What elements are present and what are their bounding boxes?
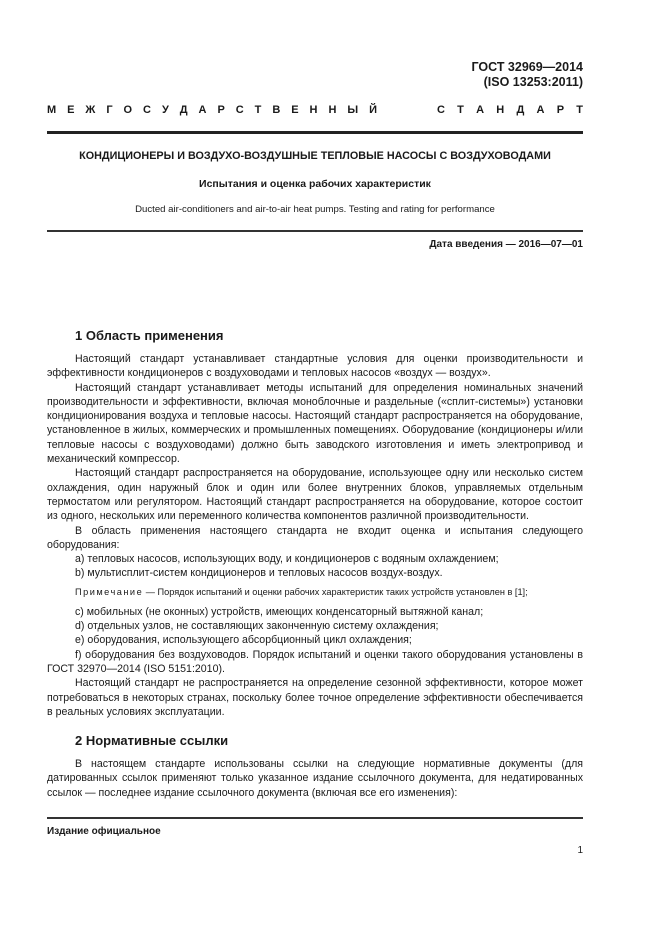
banner-letter: А — [198, 104, 207, 116]
banner-letter: В — [272, 104, 281, 116]
body-content — [47, 328, 583, 800]
banner-letter: Н — [309, 104, 318, 116]
page-number: 1 — [577, 845, 583, 856]
paragraph: В область применения настоящего стандарта не входит оценка и испытания следующего оборудования: — [47, 524, 583, 551]
list-item: а) тепловых насосов, использующих воду, и кондиционеров с водяным охлаждением; — [75, 553, 499, 566]
section-1-heading: 1 Область применения — [75, 328, 224, 343]
banner-letter: Ж — [85, 104, 96, 116]
title-rule — [47, 230, 583, 232]
paragraph: Настоящий стандарт устанавливает методы испытаний для определения номинальных значений производительности и эффективности, включая моноблочные и раздельные («сплит-системы») установки кондиционирования воздуха и тепловые насосы. Настоящий стандарт распространяется на оборудование, установленное в жилых, коммерческих и промышленных помещениях. Оборудование (кондиционеры и/или тепловые насосы с воздуховодами) должно быть заводского изготовления и иметь электропривод и механический компрессор. — [47, 381, 583, 466]
list-item: f) оборудования без воздуховодов. Порядок испытаний и оценки такого оборудования установлены в ГОСТ 32970—2014 (ISO 5151:2010). — [47, 648, 583, 675]
note-label: Примечание — [75, 586, 144, 597]
banner-letter: А — [476, 104, 485, 116]
document-title: КОНДИЦИОНЕРЫ И ВОЗДУХО-ВОЗДУШНЫЕ ТЕПЛОВЫЕ НАСОСЫ С ВОЗДУХОВОДАМИ — [79, 150, 551, 162]
official-edition-label: Издание официальное — [47, 826, 161, 837]
gost-code: ГОСТ 32969—2014 — [471, 60, 583, 74]
banner-letter: Й — [369, 104, 377, 116]
english-title: Ducted air-conditioners and air-to-air heat pumps. Testing and rating for performance — [135, 204, 495, 215]
document-code-block — [471, 60, 583, 90]
list-item: е) оборудования, использующего абсорбционный цикл охлаждения; — [75, 634, 412, 647]
banner-letter: С — [437, 104, 445, 116]
banner-letter: Т — [576, 104, 583, 116]
banner-letter: О — [123, 104, 133, 116]
banner-letter: Д — [179, 104, 188, 116]
banner-letter: М — [47, 104, 57, 116]
banner-letter: С — [143, 104, 151, 116]
effective-date: Дата введения — 2016—07—01 — [429, 239, 583, 250]
banner-letter: Т — [254, 104, 262, 116]
interstate-word — [47, 104, 377, 116]
banner-letter: Ы — [347, 104, 359, 116]
standard-word — [437, 104, 583, 116]
banner-letter: Н — [328, 104, 337, 116]
banner-letter: Д — [516, 104, 525, 116]
paragraph: Настоящий стандарт не распространяется на определение сезонной эффективности, которое может потребоваться в некоторых странах, поскольку более точное определение эффективности обеспечивается в реальных условиях эксплуатации. — [47, 677, 583, 718]
header-rule — [47, 131, 583, 134]
footer-rule — [47, 817, 583, 819]
banner-letter: У — [161, 104, 169, 116]
banner-letter: Р — [217, 104, 225, 116]
paragraph: Настоящий стандарт устанавливает стандартные условия для оценки производительности и эффективности кондиционеров с воздуховодами и тепловых насосов «воздух — воздух». — [47, 353, 583, 380]
banner-letter: Р — [556, 104, 565, 116]
note-text: — Порядок испытаний и оценки рабочих характеристик таких устройств установлен в [1]; — [143, 586, 528, 597]
banner-letter: С — [235, 104, 244, 116]
list-item: b) мультисплит-систем кондиционеров и тепловых насосов воздух-воздух. — [75, 567, 443, 580]
banner-letter: А — [536, 104, 545, 116]
paragraph: В настоящем стандарте использованы ссылки на следующие нормативные документы (для датированных ссылок применяют только указанное издание ссылочного документа, для недатированных ссылок — последнее издание ссылочного документа (включая все его изменения): — [47, 758, 583, 799]
list-item: d) отдельных узлов, не составляющих законченную систему охлаждения; — [75, 620, 439, 633]
banner-letter: Е — [291, 104, 299, 116]
banner-letter: Г — [106, 104, 113, 116]
iso-code: (ISO 13253:2011) — [483, 75, 583, 89]
banner-letter: Н — [496, 104, 505, 116]
banner-letter: Т — [457, 104, 464, 116]
note — [75, 585, 583, 599]
section-2-heading: 2 Нормативные ссылки — [75, 733, 229, 749]
interstate-standard-banner — [47, 104, 583, 116]
paragraph: Настоящий стандарт распространяется на оборудование, использующее одну или несколько систем охлаждения, один наружный блок и один или более внутренних блоков, управляемых отдельным термостатом или регулятором. Настоящий стандарт распространяется на оборудование, которое состоит из одного, нескольких или переменного количества компонентов различной производительности. — [47, 467, 583, 523]
list-item: с) мобильных (не оконных) устройств, имеющих конденсаторный вытяжной канал; — [75, 605, 484, 618]
banner-letter: Е — [67, 104, 75, 116]
document-subtitle: Испытания и оценка рабочих характеристик — [199, 178, 431, 190]
